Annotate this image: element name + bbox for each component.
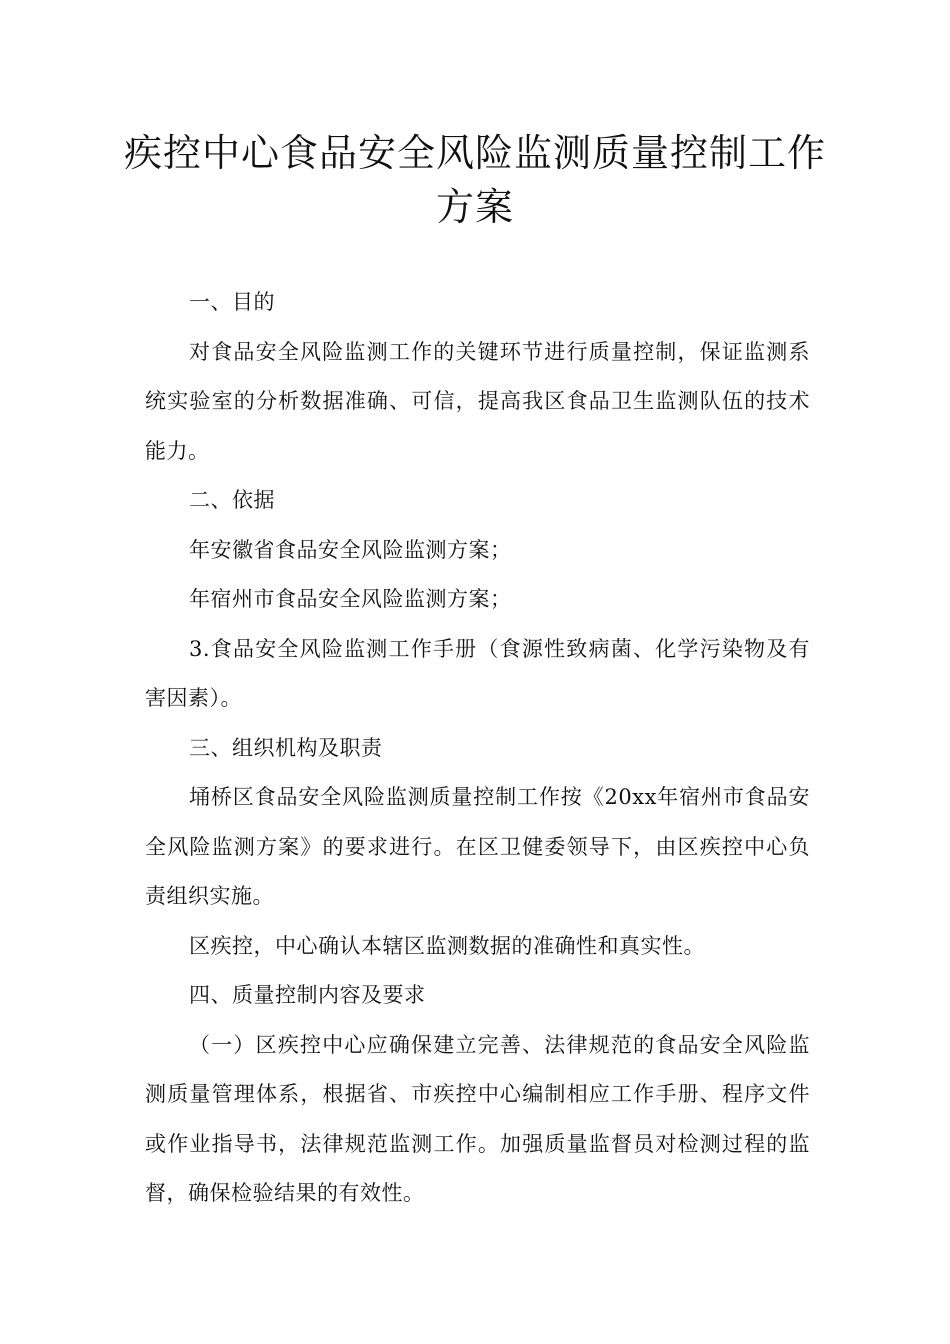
document-title: 疾控中心食品安全风险监测质量控制工作方案 [123,131,826,229]
paragraph-purpose: 对食品安全风险监测工作的关键环节进行质量控制，保证监测系统实验室的分析数据准确、可信，提高我区食品卫生监测队伍的技术能力。 [145,339,810,463]
basis-item-2: 年宿州市食品安全风险监测方案； [189,587,512,611]
section-heading-basis: 二、依据 [189,488,275,512]
section-heading-quality-control: 四、质量控制内容及要求 [189,983,426,1007]
paragraph-organization: 埇桥区食品安全风险监测质量控制工作按《20xx年宿州市食品安全风险监测方案》的要求进行。在区卫健委领导下，由区疾控中心负责组织实施。 [145,785,810,908]
document-body [145,278,810,1219]
paragraph-confirmation: 区疾控，中心确认本辖区监测数据的准确性和真实性。 [189,933,705,958]
basis-item-3: 3.食品安全风险监测工作手册（食源性致病菌、化学污染物及有害因素）。 [145,636,810,710]
section-heading-organization: 三、组织机构及职责 [189,735,383,760]
basis-item-1: 年安徽省食品安全风险监测方案； [189,537,512,562]
paragraph-quality-control-1: （一）区疾控中心应确保建立完善、法律规范的食品安全风险监测质量管理体系，根据省、市疾控中心编制相应工作手册、程序文件或作业指导书，法律规范监测工作。加强质量监督员对检测过程的监督，确保检验结果的有效性。 [145,1032,810,1205]
section-heading-purpose: 一、目的 [189,290,275,314]
